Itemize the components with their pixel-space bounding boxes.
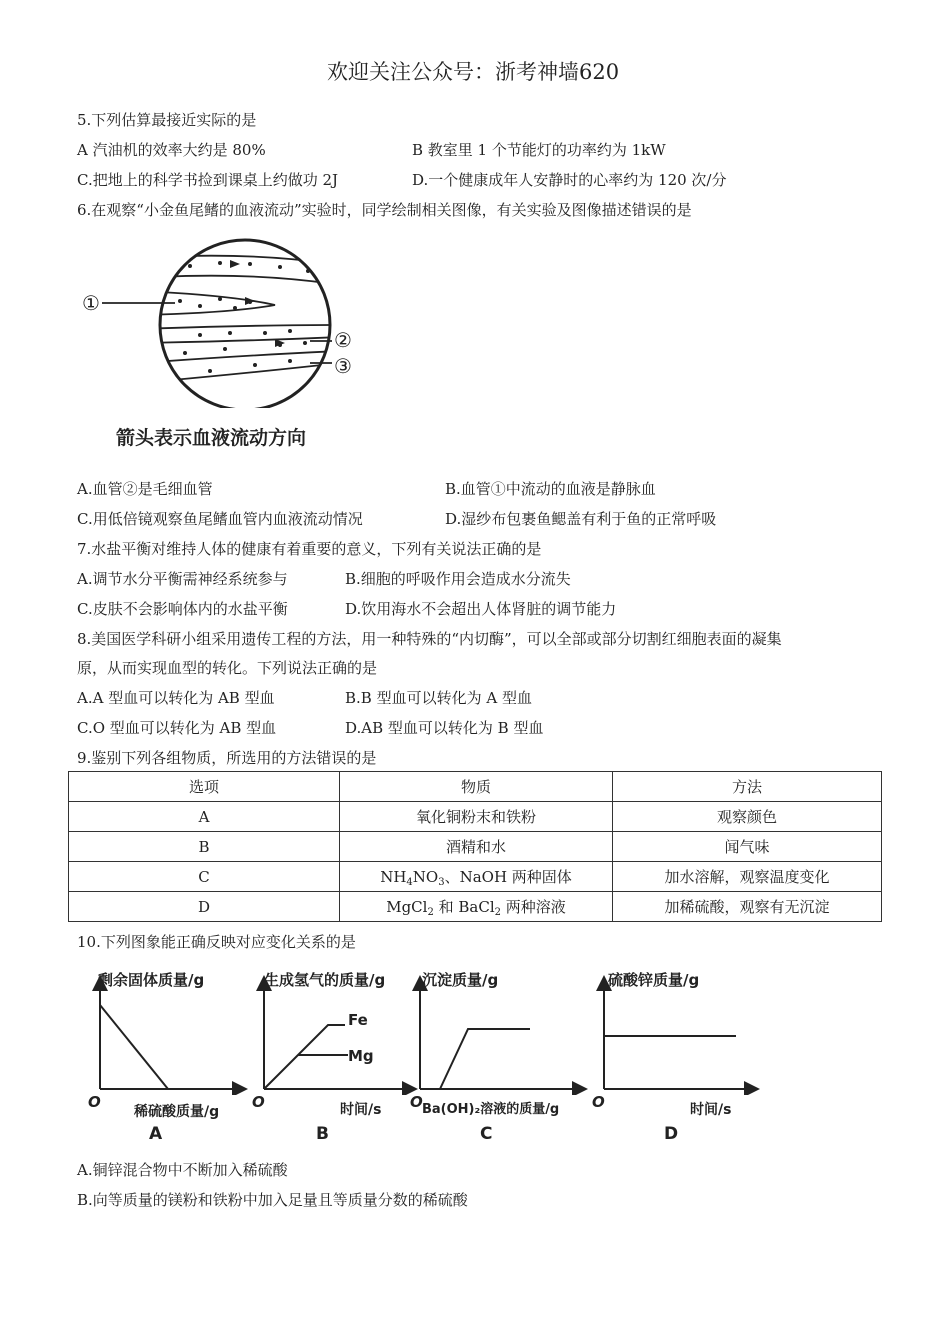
q8-option-a: A.A 型血可以转化为 AB 型血 [77,689,275,707]
q9-table [68,771,882,922]
q8-stem-line2: 原，从而实现血型的转化。下列说法正确的是 [77,659,378,677]
cell-method: 加水溶解，观察温度变化 [613,862,882,892]
col-header-method: 方法 [613,772,882,802]
q5-option-b: B 教室里 1 个节能灯的功率约为 1kW [412,141,666,159]
graph-c-xlabel: Ba(OH)₂溶液的质量/g [422,1102,560,1117]
q8-stem-line1: 8.美国医学科研小组采用遗传工程的方法，用一种特殊的“内切酶”，可以全部或部分切割红细胞表面的凝集 [77,630,782,648]
q8-option-d: D.AB 型血可以转化为 B 型血 [345,719,544,737]
graph-c-ylabel: 沉淀质量/g [422,971,499,989]
cell-substance: 氧化铜粉末和铁粉 [340,802,613,832]
cell-method: 加稀硫酸，观察有无沉淀 [613,892,882,922]
q7-option-d: D.饮用海水不会超出人体肾脏的调节能力 [345,600,617,618]
graph-c-origin: O [410,1093,423,1111]
cell-option: A [69,802,340,832]
q5-option-a: A 汽油机的效率大约是 80% [77,141,266,159]
graph-c-label: C [480,1124,493,1144]
q10-option-a: A.铜锌混合物中不断加入稀硫酸 [77,1161,288,1179]
table-row [69,832,882,862]
q5-stem: 5.下列估算最接近实际的是 [77,111,257,129]
cell-method: 闻气味 [613,832,882,862]
page-header: 欢迎关注公众号：浙考神墙620 [327,60,620,84]
cell-option: D [69,892,340,922]
graph-a [80,965,250,1145]
q7-option-a: A.调节水分平衡需神经系统参与 [77,570,288,588]
graph-b-ylabel: 生成氢气的质量/g [264,971,386,989]
marker-1: ① [82,291,100,315]
col-header-option: 选项 [69,772,340,802]
graph-b-origin: O [252,1093,265,1111]
graph-a-line [100,1005,168,1089]
table-row [69,862,882,892]
graph-b-series-mg: Mg [348,1047,374,1065]
cell-substance: 酒精和水 [340,832,613,862]
cell-option: B [69,832,340,862]
blood-vessel-diagram [80,233,370,408]
graph-c [410,965,600,1145]
graph-d [590,965,760,1145]
marker-3: ③ [334,354,352,378]
table-row [69,892,882,922]
table-header-row [69,772,882,802]
cell-substance: $NH_4NO_3$、NaOH 两种固体 [340,862,613,892]
marker-2: ② [334,328,352,352]
q8-option-c: C.O 型血可以转化为 AB 型血 [77,719,277,737]
graph-b [250,965,420,1145]
q9-stem: 9.鉴别下列各组物质，所选用的方法错误的是 [77,749,377,767]
cell-substance: MgCl$_2$ 和 BaCl$_2$ 两种溶液 [340,892,613,922]
graph-d-label: D [664,1124,679,1144]
q6-option-a: A.血管②是毛细血管 [77,480,213,498]
graph-a-origin: O [88,1093,101,1111]
q6-option-c: C.用低倍镜观察鱼尾鳍血管内血液流动情况 [77,510,363,528]
q5-option-c: C.把地上的科学书捡到课桌上约做功 2J [77,171,339,189]
figure-caption: 箭头表示血液流动方向 [116,427,307,449]
graph-b-series-fe: Fe [348,1011,368,1029]
graph-d-origin: O [592,1093,605,1111]
graph-c-line [440,1029,530,1089]
graph-d-ylabel: 硫酸锌质量/g [608,971,700,989]
q6-option-b: B.血管①中流动的血液是静脉血 [445,480,656,498]
q6-figure [80,233,370,463]
col-header-substance: 物质 [340,772,613,802]
graph-b-fe-line [264,1025,345,1089]
q7-option-c: C.皮肤不会影响体内的水盐平衡 [77,600,288,618]
graph-d-xlabel: 时间/s [690,1102,732,1118]
graph-a-ylabel: 剩余固体质量/g [98,971,205,989]
graph-b-xlabel: 时间/s [340,1102,382,1118]
q6-stem: 6.在观察“小金鱼尾鳍的血液流动”实验时，同学绘制相关图像，有关实验及图像描述错误的是 [77,201,692,219]
q7-stem: 7.水盐平衡对维持人体的健康有着重要的意义，下列有关说法正确的是 [77,540,542,558]
graph-a-label: A [149,1124,163,1144]
cell-method: 观察颜色 [613,802,882,832]
q10-option-b: B.向等质量的镁粉和铁粉中加入足量且等质量分数的稀硫酸 [77,1191,468,1209]
q6-option-d: D.湿纱布包裹鱼鳃盖有利于鱼的正常呼吸 [445,510,717,528]
graph-b-label: B [316,1124,329,1144]
q8-option-b: B.B 型血可以转化为 A 型血 [345,689,532,707]
q7-option-b: B.细胞的呼吸作用会造成水分流失 [345,570,571,588]
table-row [69,802,882,832]
q5-option-d: D.一个健康成年人安静时的心率约为 120 次/分 [412,171,727,189]
cell-option: C [69,862,340,892]
graph-a-xlabel: 稀硫酸质量/g [134,1104,220,1120]
q10-stem: 10.下列图象能正确反映对应变化关系的是 [77,933,356,951]
